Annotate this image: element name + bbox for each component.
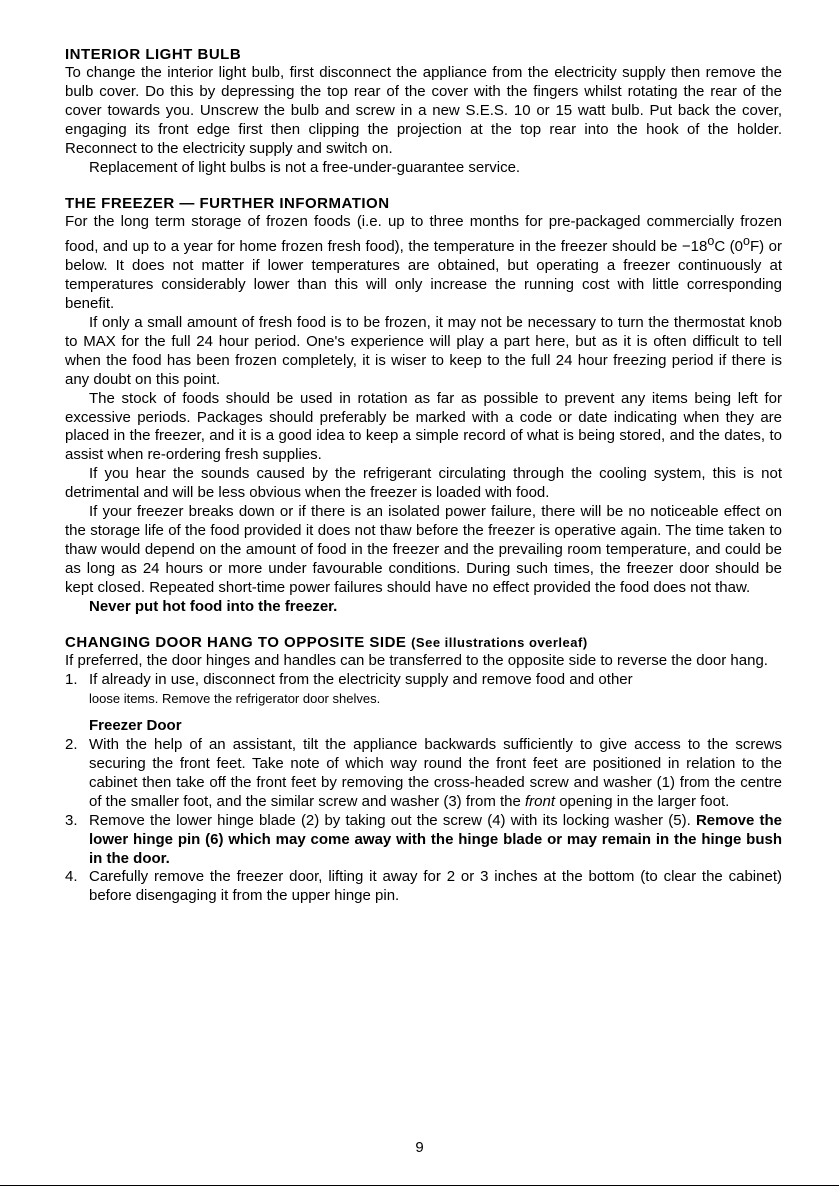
- steps-list: [65, 671, 782, 906]
- text-run: C (0: [714, 238, 744, 256]
- step-text: Carefully remove the freezer door, lifting it away for 2 or 3 inches at the bottom (to clear the cabinet) before disengaging it from the upper hinge pin.: [89, 868, 782, 905]
- paragraph-temperature: [65, 213, 782, 314]
- step-text: opening in the larger foot.: [555, 792, 730, 810]
- page-number: 9: [415, 1139, 424, 1156]
- step-1: [65, 671, 782, 709]
- paragraph: If preferred, the door hinges and handles can be transferred to the opposite side to reverse the door hang.: [65, 652, 768, 670]
- heading-text: CHANGING DOOR HANG TO OPPOSITE SIDE: [65, 634, 407, 652]
- subheading-freezer-door: Freezer Door: [89, 717, 182, 735]
- step-text: Remove the lower hinge blade (2) by taking out the screw (4) with its locking washer (5).: [89, 811, 696, 829]
- step-text-bold: Remove the lower hinge pin (6) which may come away with the hinge blade or may remain in the hinge bush in the door.: [89, 811, 782, 867]
- heading-note: (See illustrations overleaf): [411, 635, 588, 651]
- interior-light-bulb-section: [65, 45, 782, 177]
- emphasis: front: [525, 792, 556, 810]
- step-2: [65, 736, 782, 812]
- paragraph: Replacement of light bulbs is not a free-under-guarantee service.: [89, 158, 521, 176]
- step-number: 2.: [65, 736, 78, 754]
- step-text: loose items. Remove the refrigerator door shelves.: [89, 691, 381, 707]
- step-4: [65, 868, 782, 906]
- door-hang-section: [65, 633, 782, 906]
- degree-sign: o: [743, 234, 750, 249]
- step-number: 1.: [65, 671, 78, 689]
- paragraph: If only a small amount of fresh food is to be frozen, it may not be necessary to turn the thermostat knob to MAX for the full 24 hour period. One's experience will play a part here, but as it is often difficult to tell when the food has been frozen completely, it is wiser to keep to the full 24 hour freezing period if there is any doubt on this point.: [65, 313, 782, 388]
- paragraph: If your freezer breaks down or if there is an isolated power failure, there will be no noticeable effect on the storage life of the food provided it does not thaw before the freezer is operative again. The time taken to thaw would depend on the amount of food in the freezer and the prevailing room temperature, and could be as long as 24 hours or more under favourable conditions. During such times, the freezer door should be kept closed. Repeated short-time power failures should have no effect provided the food does not thaw.: [65, 503, 782, 596]
- step-number: 3.: [65, 811, 78, 829]
- text-run: F) or below. It does not matter if lower temperatures are obtained, but operating a freezer continuously at temperatures considerably lower than this will only increase the running cost with little corresponding benefit.: [65, 238, 782, 313]
- degree-sign: o: [707, 234, 715, 249]
- section-heading: INTERIOR LIGHT BULB: [65, 46, 242, 63]
- paragraph: To change the interior light bulb, first disconnect the appliance from the electricity supply then remove the bulb cover. Do this by depressing the top rear of the cover with the fingers whilst rotating the rear of the cover towards you. Unscrew the bulb and screw in a new S.E.S. 10 or 15 watt bulb. Put back the cover, engaging its front edge first then clipping the projection at the top rear into the hook of the holder. Reconnect to the electricity supply and switch on.: [65, 64, 782, 157]
- step-3: [65, 812, 782, 869]
- section-heading: [65, 633, 782, 652]
- text-run: For the long term storage of frozen foods (i.e. up to three months for pre-packaged commercially frozen food, and up to a year for home frozen fresh food), the temperature in the freezer should be −18: [65, 213, 782, 256]
- freezer-information-section: [65, 194, 782, 616]
- warning-text: Never put hot food into the freezer.: [89, 597, 338, 615]
- step-text: With the help of an assistant, tilt the appliance backwards sufficiently to give access to the screws securing the front feet. Take note of which way round the front feet are positioned in relation to the cabinet then take off the front feet by removing the cross-headed screw and washer (1) from the centre of the smaller foot, and the similar screw and washer (3) from the: [89, 736, 782, 810]
- step-text: If already in use, disconnect from the electricity supply and remove food and other: [89, 671, 633, 689]
- paragraph: The stock of foods should be used in rotation as far as possible to prevent any items being left for excessive periods. Packages should preferably be marked with a code or date indicating when they are placed in the freezer, and it is a good idea to keep a simple record of what is being stored, and the dates, to assist when re-ordering fresh supplies.: [65, 389, 782, 464]
- paragraph: If you hear the sounds caused by the refrigerant circulating through the cooling system, this is not detrimental and will be less obvious when the freezer is loaded with food.: [65, 465, 782, 502]
- step-number: 4.: [65, 868, 78, 886]
- section-heading: THE FREEZER — FURTHER INFORMATION: [65, 195, 390, 213]
- page-content: [65, 45, 782, 906]
- bottom-rule: [0, 1185, 839, 1186]
